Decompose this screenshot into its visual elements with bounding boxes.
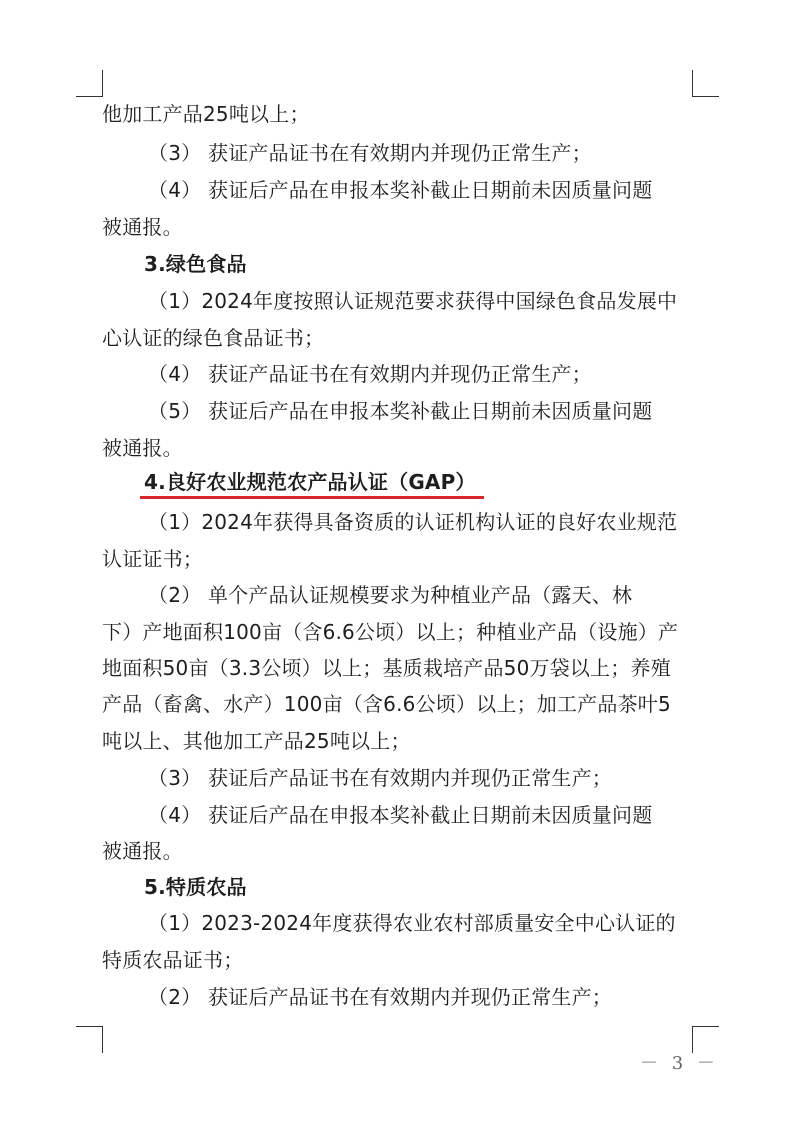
body-line: 被通报。 [102,436,183,460]
heading-red-underline: 4.良好农业规范农产品认证（GAP） [140,470,484,499]
list-number: （4） [148,362,202,386]
crop-mark-bottom-left [76,1026,103,1053]
section-heading: 5.特质农品 [144,875,247,899]
crop-mark-top-left [76,70,103,97]
body-line: 特质农品证书； [102,948,244,972]
body-line: 下）产地面积100亩（含6.6公顷）以上；种植业产品（设施）产 [102,620,679,644]
section-heading: 3.绿色食品 [144,252,247,276]
body-line: 产品（畜禽、水产）100亩（含6.6公顷）以上；加工产品茶叶5 [102,692,671,716]
section-heading-underlined [144,467,484,497]
body-line: 地面积50亩（3.3公顷）以上；基质栽培产品50万袋以上；养殖 [102,656,671,680]
body-line: （1）2024年度按照认证规范要求获得中国绿色食品发展中 [148,289,678,313]
body-line: 被通报。 [102,215,183,239]
list-item: （4） 获证后产品在申报本奖补截止日期前未因质量问题 [148,175,652,205]
list-number: （3） [148,141,202,165]
list-item: （4） 获证后产品在申报本奖补截止日期前未因质量问题 [148,800,652,830]
crop-mark-top-right [692,70,719,97]
list-number: （4） [148,178,202,202]
list-item: （3） 获证后产品证书在有效期内并现仍正常生产； [148,763,612,793]
body-line: 认证证书； [102,547,203,571]
body-line: 被通报。 [102,839,183,863]
list-number: （3） [148,766,202,790]
page-number: － 3 － [640,1053,719,1074]
list-item: （3） 获证产品证书在有效期内并现仍正常生产； [148,138,592,168]
list-item: （4） 获证产品证书在有效期内并现仍正常生产； [148,359,592,389]
list-number: （4） [148,803,202,827]
list-item: （2） 获证后产品证书在有效期内并现仍正常生产； [148,982,612,1012]
body-line: （1）2023-2024年度获得农业农村部质量安全中心认证的 [148,911,676,935]
body-line: 他加工产品25吨以上； [102,102,310,126]
body-line: 心认证的绿色食品证书； [102,326,325,350]
list-item: （5） 获证后产品在申报本奖补截止日期前未因质量问题 [148,396,652,426]
body-line: 吨以上、其他加工产品25吨以上； [102,729,411,753]
list-number: （2） [148,583,202,607]
list-number: （5） [148,399,202,423]
body-line: （1）2024年获得具备资质的认证机构认证的良好农业规范 [148,510,678,534]
list-number: （2） [148,985,202,1009]
list-item: （2） 单个产品认证规模要求为种植业产品（露天、林 [148,580,632,610]
